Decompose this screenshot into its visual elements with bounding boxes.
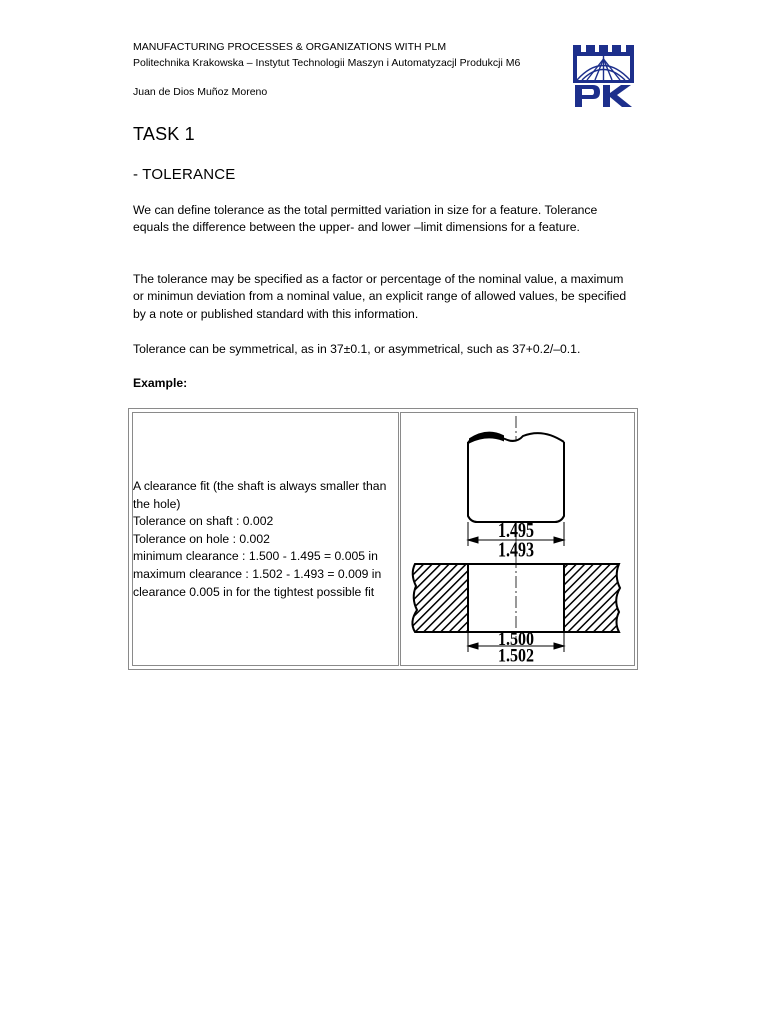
hole-dim-upper: 1.500 <box>498 627 534 650</box>
paragraph-symmetry: Tolerance can be symmetrical, as in 37±0.1, or asymmetrical, such as 37+0.2/–0.1. <box>133 342 581 356</box>
fit-line: clearance 0.005 in for the tightest possible fit <box>133 584 375 599</box>
task-title: TASK 1 <box>133 124 195 144</box>
fit-line: A clearance fit (the shaft is always smaller than the hole) <box>133 479 387 511</box>
shaft-dim-upper: 1.495 <box>498 518 534 543</box>
author-name: Juan de Dios Muñoz Moreno <box>133 86 268 98</box>
example-label: Example: <box>133 376 188 390</box>
hole-dim-lower: 1.502 <box>498 644 534 666</box>
fit-line: minimum clearance : 1.500 - 1.495 = 0.005 in <box>133 549 378 564</box>
shaft-dim-lower: 1.493 <box>498 538 534 562</box>
paragraph-definition: We can define tolerance as the total permitted variation in size for a feature. Tolerance equals the difference between the upper- and lower –limit dimensions for a feature. <box>133 203 598 235</box>
shaft-drawing <box>468 433 564 522</box>
fit-line: maximum clearance : 1.502 - 1.493 = 0.009 in <box>133 566 382 581</box>
clearance-fit-diagram <box>405 412 633 666</box>
section-title: - TOLERANCE <box>133 166 236 183</box>
clearance-fit-description <box>133 478 399 601</box>
fit-line: Tolerance on shaft : 0.002 <box>133 514 274 529</box>
institution-name: Politechnika Krakowska – Instytut Technologii Maszyn i Automatyzacjl Produkcji M6 <box>133 57 521 69</box>
pk-university-logo <box>573 45 634 107</box>
paragraph-specification: The tolerance may be specified as a factor or percentage of the nominal value, a maximum or minimun deviation from a nominal value, an explicit range of allowed values, be specified by a note or published standard with this information. <box>133 272 627 321</box>
course-title: MANUFACTURING PROCESSES & ORGANIZATIONS WITH PLM <box>133 41 447 53</box>
fit-line: Tolerance on hole : 0.002 <box>133 531 270 546</box>
